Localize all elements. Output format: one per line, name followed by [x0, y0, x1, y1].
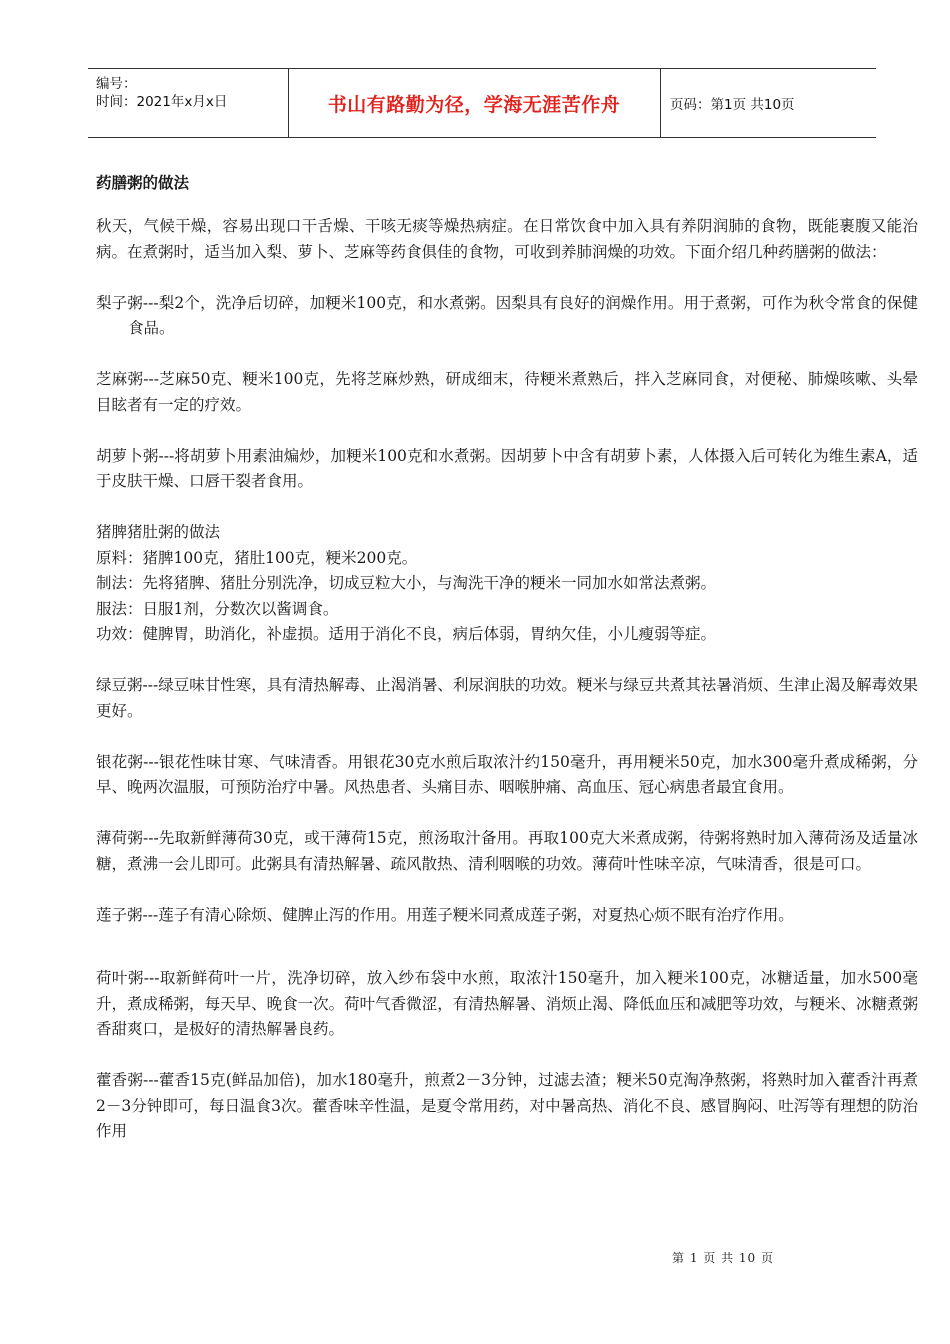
recipe-mungbean-congee: 绿豆粥---绿豆味甘性寒，具有清热解毒、止渴消暑、利尿润肤的功效。粳米与绿豆共煮其祛暑消烦、生津止渴及解毒效果更好。 [96, 676, 918, 720]
pork-recipe-effect: 功效：健脾胃，助消化，补虚损。适用于消化不良，病后体弱，胃纳欠佳，小儿瘦弱等症。 [96, 625, 717, 643]
recipe-agastache-congee: 藿香粥---藿香15克(鲜品加倍)，加水180毫升，煎煮2－3分钟，过滤去渣；粳米50克淘净熬粥，将熟时加入藿香汁再煮2－3分钟即可，每日温食3次。藿香味辛性温，是夏令常用药，对中暑高热、消化不良、感冒胸闷、吐泻等有理想的防治作用 [96, 1071, 918, 1140]
pork-recipe-method: 制法：先将猪脾、猪肚分别洗净，切成豆粒大小，与淘洗干净的粳米一同加水如常法煮粥。 [96, 574, 717, 592]
document-title: 药膳粥的做法 [96, 174, 190, 192]
page-header [88, 68, 876, 138]
document-time-label: 时间：2021年x月x日 [96, 94, 228, 110]
recipe-lotus-leaf-congee: 荷叶粥---取新鲜荷叶一片，洗净切碎，放入纱布袋中水煎，取浓汁150毫升，加入粳米100克，冰糖适量，加水500毫升，煮成稀粥，每天早、晚食一次。荷叶气香微涩，有清热解暑、消烦止渴、降低血压和减肥等功效，与粳米、冰糖煮粥香甜爽口，是极好的清热解暑良药。 [96, 969, 918, 1038]
header-page-cell [660, 69, 876, 137]
pork-recipe-title: 猪脾猪肚粥的做法 [96, 523, 221, 541]
header-meta-cell [88, 69, 289, 137]
pork-recipe-dosage: 服法：日服1剂，分数次以酱调食。 [96, 599, 339, 618]
recipe-pork-spleen-stomach-congee [96, 520, 918, 648]
recipe-honeysuckle-congee: 银花粥---银花性味甘寒、气味清香。用银花30克水煎后取浓汁约150毫升，再用粳米50克，加水300毫升煮成稀粥，分早、晚两次温服，可预防治疗中暑。风热患者、头痛目赤、咽喉肿痛、高血压、冠心病患者最宜食用。 [96, 752, 918, 796]
recipe-lotus-seed-congee: 莲子粥---莲子有清心除烦、健脾止泻的作用。用莲子粳米同煮成莲子粥，对夏热心烦不眠有治疗作用。 [96, 905, 794, 924]
header-page-label: 页码：第1页 共10页 [670, 97, 795, 113]
intro-paragraph: 秋天，气候干燥，容易出现口干舌燥、干咳无痰等燥热病症。在日常饮食中加入具有养阴润肺的食物，既能裹腹又能治病。在煮粥时，适当加入梨、萝卜、芝麻等药食俱佳的食物，可收到养肺润燥的功效。下面介绍几种药膳粥的做法： [96, 217, 918, 261]
document-body [96, 172, 918, 1170]
header-motto: 书山有路勤为径，学海无涯苦作舟 [288, 69, 661, 137]
page-footer-number: 第 1 页 共 10 页 [672, 1251, 774, 1265]
recipe-mint-congee: 薄荷粥---先取新鲜薄荷30克，或干薄荷15克，煎汤取汁备用。再取100克大米煮成粥，待粥将熟时加入薄荷汤及适量冰糖，煮沸一会儿即可。此粥具有清热解暑、疏风散热、清利咽喉的功效。薄荷叶性味辛凉，气味清香，很是可口。 [96, 829, 918, 873]
recipe-sesame-congee: 芝麻粥---芝麻50克、粳米100克，先将芝麻炒熟，研成细末，待粳米煮熟后，拌入芝麻同食，对便秘、肺燥咳嗽、头晕目眩者有一定的疗效。 [96, 370, 918, 414]
pork-recipe-ingredients: 原料：猪脾100克，猪肚100克，粳米200克。 [96, 548, 418, 567]
recipe-carrot-congee: 胡萝卜粥---将胡萝卜用素油煸炒，加粳米100克和水煮粥。因胡萝卜中含有胡萝卜素，人体摄入后可转化为维生素A，适于皮肤干燥、口唇干裂者食用。 [96, 446, 918, 490]
document-number-label: 编号： [96, 76, 137, 92]
recipe-pear-congee: 梨子粥---梨2个，洗净后切碎，加粳米100克，和水煮粥。因梨具有良好的润燥作用。用于煮粥，可作为秋令常食的保健食品。 [96, 293, 918, 337]
